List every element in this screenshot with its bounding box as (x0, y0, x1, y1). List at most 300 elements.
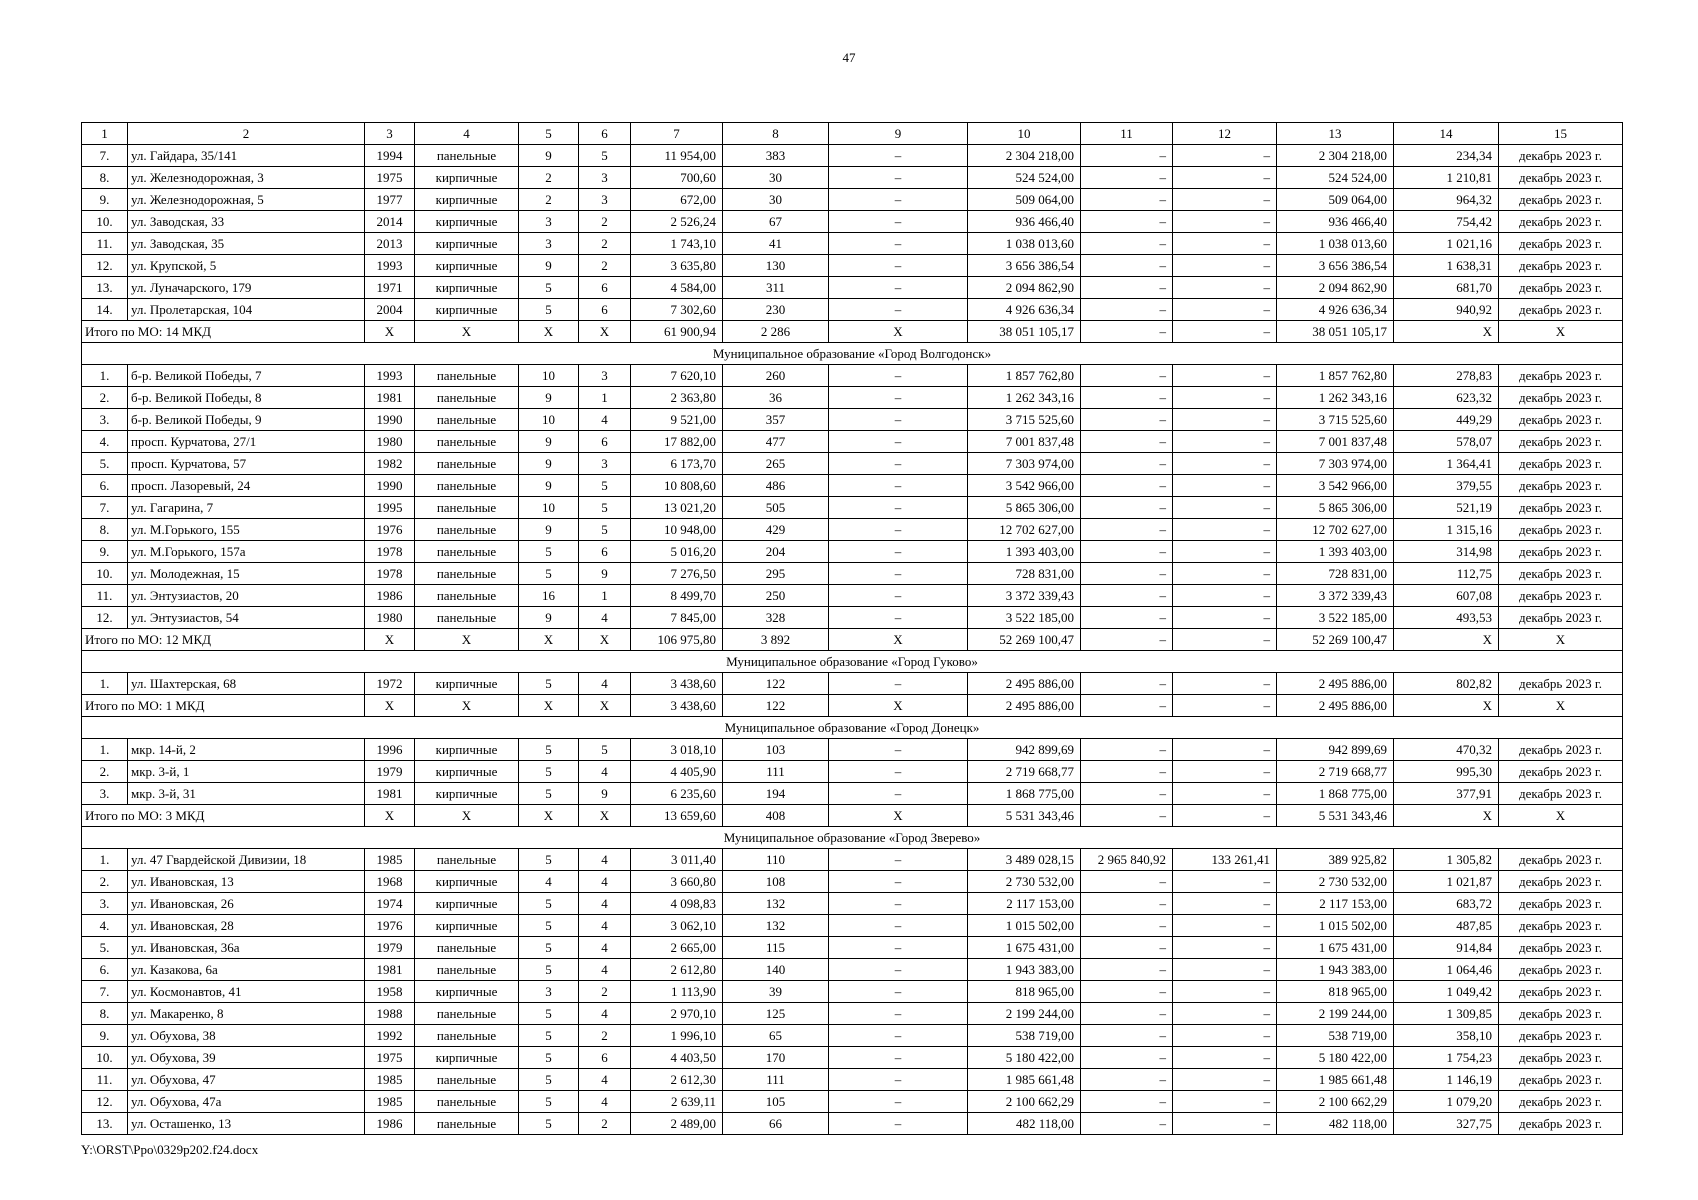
row-number: 5. (82, 453, 128, 475)
budget-amount: – (1173, 761, 1277, 783)
wall-material: панельные (415, 849, 519, 871)
floors: 10 (519, 365, 579, 387)
completion-date: декабрь 2023 г. (1499, 211, 1623, 233)
row-number: 9. (82, 189, 128, 211)
table-row (82, 937, 1623, 959)
total-cost: 2 719 668,77 (968, 761, 1081, 783)
budget-amount: – (1173, 937, 1277, 959)
address: мкр. 14-й, 2 (128, 739, 365, 761)
total-wall-material: X (415, 805, 519, 827)
owner-funds: 1 868 775,00 (1277, 783, 1394, 805)
section-header-row (82, 717, 1623, 739)
floors: 10 (519, 409, 579, 431)
year-built: 2013 (365, 233, 415, 255)
budget-amount: – (1173, 959, 1277, 981)
floors: 5 (519, 1069, 579, 1091)
floors: 9 (519, 387, 579, 409)
floors: 3 (519, 233, 579, 255)
year-built: 1981 (365, 783, 415, 805)
entrances: 6 (579, 541, 631, 563)
total-area: 7 845,00 (631, 607, 723, 629)
total-cost: 482 118,00 (968, 1113, 1081, 1135)
year-built: 2014 (365, 211, 415, 233)
entrances: 9 (579, 783, 631, 805)
residents: 204 (723, 541, 829, 563)
total-cost: 1 038 013,60 (968, 233, 1081, 255)
row-number: 9. (82, 541, 128, 563)
col-9-value: – (829, 233, 968, 255)
completion-date: декабрь 2023 г. (1499, 1091, 1623, 1113)
floors: 5 (519, 959, 579, 981)
cost-per-sqm: 112,75 (1394, 563, 1499, 585)
residents: 65 (723, 1025, 829, 1047)
total-cost: 3 542 966,00 (968, 475, 1081, 497)
address: ул. Ивановская, 36а (128, 937, 365, 959)
table-row (82, 497, 1623, 519)
address: ул. Ивановская, 28 (128, 915, 365, 937)
floors: 5 (519, 299, 579, 321)
completion-date: декабрь 2023 г. (1499, 981, 1623, 1003)
address: ул. Ивановская, 13 (128, 871, 365, 893)
table-row (82, 277, 1623, 299)
total-total-area: 3 438,60 (631, 695, 723, 717)
wall-material: панельные (415, 1113, 519, 1135)
row-number: 4. (82, 915, 128, 937)
total-owner-funds: 52 269 100,47 (1277, 629, 1394, 651)
entrances: 4 (579, 1069, 631, 1091)
total-area: 6 235,60 (631, 783, 723, 805)
owner-funds: 5 180 422,00 (1277, 1047, 1394, 1069)
wall-material: кирпичные (415, 783, 519, 805)
completion-date: декабрь 2023 г. (1499, 783, 1623, 805)
wall-material: кирпичные (415, 871, 519, 893)
year-built: 1976 (365, 915, 415, 937)
completion-date: декабрь 2023 г. (1499, 585, 1623, 607)
row-number: 10. (82, 211, 128, 233)
total-cost: 2 730 532,00 (968, 871, 1081, 893)
year-built: 1985 (365, 849, 415, 871)
year-built: 1986 (365, 585, 415, 607)
col-9-value: – (829, 1091, 968, 1113)
municipality-name: Муниципальное образование «Город Зверево» (82, 827, 1623, 849)
total-area: 1 113,90 (631, 981, 723, 1003)
total-area: 672,00 (631, 189, 723, 211)
completion-date: декабрь 2023 г. (1499, 167, 1623, 189)
col-9-value: – (829, 673, 968, 695)
table-row (82, 409, 1623, 431)
owner-funds: 1 262 343,16 (1277, 387, 1394, 409)
cost-per-sqm: 683,72 (1394, 893, 1499, 915)
residents: 66 (723, 1113, 829, 1135)
completion-date: декабрь 2023 г. (1499, 1069, 1623, 1091)
year-built: 1990 (365, 409, 415, 431)
address: б-р. Великой Победы, 8 (128, 387, 365, 409)
total-owner-funds: 5 531 343,46 (1277, 805, 1394, 827)
row-number: 4. (82, 431, 128, 453)
year-built: 1981 (365, 959, 415, 981)
total-label: Итого по МО: 12 МКД (82, 629, 365, 651)
address: ул. Энтузиастов, 20 (128, 585, 365, 607)
completion-date: декабрь 2023 г. (1499, 893, 1623, 915)
table-row (82, 541, 1623, 563)
row-number: 7. (82, 981, 128, 1003)
col-9-value: – (829, 585, 968, 607)
col-9-value: – (829, 849, 968, 871)
fund-amount: – (1081, 1025, 1173, 1047)
address: ул. Заводская, 33 (128, 211, 365, 233)
entrances: 6 (579, 1047, 631, 1069)
col-9-value: – (829, 1113, 968, 1135)
floors: 2 (519, 189, 579, 211)
total-label: Итого по МО: 3 МКД (82, 805, 365, 827)
col-9-value: – (829, 365, 968, 387)
completion-date: декабрь 2023 г. (1499, 1113, 1623, 1135)
row-number: 3. (82, 783, 128, 805)
residents: 67 (723, 211, 829, 233)
table-row (82, 299, 1623, 321)
fund-amount: – (1081, 365, 1173, 387)
completion-date: декабрь 2023 г. (1499, 299, 1623, 321)
wall-material: панельные (415, 1091, 519, 1113)
cost-per-sqm: 379,55 (1394, 475, 1499, 497)
fund-amount: – (1081, 871, 1173, 893)
cost-per-sqm: 470,32 (1394, 739, 1499, 761)
fund-amount: – (1081, 519, 1173, 541)
total-area: 6 173,70 (631, 453, 723, 475)
column-number: 14 (1394, 123, 1499, 145)
section-header-row (82, 827, 1623, 849)
table-row (82, 959, 1623, 981)
year-built: 1996 (365, 739, 415, 761)
floors: 5 (519, 277, 579, 299)
entrances: 2 (579, 1025, 631, 1047)
residents: 108 (723, 871, 829, 893)
year-built: 1975 (365, 1047, 415, 1069)
row-number: 1. (82, 365, 128, 387)
address: б-р. Великой Победы, 9 (128, 409, 365, 431)
column-number: 8 (723, 123, 829, 145)
budget-amount: – (1173, 893, 1277, 915)
year-built: 1980 (365, 431, 415, 453)
total-area: 3 018,10 (631, 739, 723, 761)
year-built: 1986 (365, 1113, 415, 1135)
residents: 311 (723, 277, 829, 299)
cost-per-sqm: 607,08 (1394, 585, 1499, 607)
total-total-area: 13 659,60 (631, 805, 723, 827)
total-cost: 1 262 343,16 (968, 387, 1081, 409)
col-9-value: – (829, 475, 968, 497)
cost-per-sqm: 1 315,16 (1394, 519, 1499, 541)
year-built: 1974 (365, 893, 415, 915)
cost-per-sqm: 914,84 (1394, 937, 1499, 959)
fund-amount: 2 965 840,92 (1081, 849, 1173, 871)
cost-per-sqm: 1 638,31 (1394, 255, 1499, 277)
fund-amount: – (1081, 1091, 1173, 1113)
residents: 125 (723, 1003, 829, 1025)
entrances: 4 (579, 1003, 631, 1025)
col-9-value: – (829, 189, 968, 211)
residents: 194 (723, 783, 829, 805)
table-row (82, 849, 1623, 871)
row-number: 10. (82, 563, 128, 585)
table-row (82, 981, 1623, 1003)
col-9-value: – (829, 431, 968, 453)
year-built: 1976 (365, 519, 415, 541)
cost-per-sqm: 1 364,41 (1394, 453, 1499, 475)
owner-funds: 12 702 627,00 (1277, 519, 1394, 541)
owner-funds: 2 117 153,00 (1277, 893, 1394, 915)
residents: 41 (723, 233, 829, 255)
residents: 140 (723, 959, 829, 981)
completion-date: декабрь 2023 г. (1499, 673, 1623, 695)
row-number: 12. (82, 607, 128, 629)
fund-amount: – (1081, 541, 1173, 563)
budget-amount: – (1173, 211, 1277, 233)
total-cost: 818 965,00 (968, 981, 1081, 1003)
wall-material: панельные (415, 959, 519, 981)
year-built: 1979 (365, 761, 415, 783)
cost-per-sqm: 681,70 (1394, 277, 1499, 299)
total-area: 7 620,10 (631, 365, 723, 387)
completion-date: декабрь 2023 г. (1499, 255, 1623, 277)
budget-amount: – (1173, 453, 1277, 475)
total-total-cost: 2 495 886,00 (968, 695, 1081, 717)
budget-amount: – (1173, 1003, 1277, 1025)
total-cost: 1 015 502,00 (968, 915, 1081, 937)
residents: 250 (723, 585, 829, 607)
floors: 9 (519, 475, 579, 497)
budget-amount: – (1173, 1047, 1277, 1069)
table-row (82, 673, 1623, 695)
budget-amount: – (1173, 431, 1277, 453)
total-floors: X (519, 321, 579, 343)
completion-date: декабрь 2023 г. (1499, 761, 1623, 783)
total-area: 13 021,20 (631, 497, 723, 519)
entrances: 5 (579, 519, 631, 541)
floors: 5 (519, 739, 579, 761)
row-number: 9. (82, 1025, 128, 1047)
owner-funds: 482 118,00 (1277, 1113, 1394, 1135)
completion-date: декабрь 2023 г. (1499, 937, 1623, 959)
owner-funds: 2 199 244,00 (1277, 1003, 1394, 1025)
floors: 5 (519, 1113, 579, 1135)
cost-per-sqm: 327,75 (1394, 1113, 1499, 1135)
floors: 5 (519, 783, 579, 805)
wall-material: кирпичные (415, 189, 519, 211)
row-number: 13. (82, 1113, 128, 1135)
fund-amount: – (1081, 475, 1173, 497)
total-cost: 1 943 383,00 (968, 959, 1081, 981)
wall-material: панельные (415, 431, 519, 453)
year-built: 2004 (365, 299, 415, 321)
completion-date: декабрь 2023 г. (1499, 145, 1623, 167)
row-number: 14. (82, 299, 128, 321)
page-number: 47 (842, 50, 856, 65)
total-cost: 7 303 974,00 (968, 453, 1081, 475)
budget-amount: – (1173, 277, 1277, 299)
total-cost: 942 899,69 (968, 739, 1081, 761)
floors: 9 (519, 145, 579, 167)
table-row (82, 233, 1623, 255)
total-wall-material: X (415, 695, 519, 717)
address: ул. М.Горького, 157а (128, 541, 365, 563)
row-number: 6. (82, 475, 128, 497)
total-fund-amount: – (1081, 629, 1173, 651)
fund-amount: – (1081, 255, 1173, 277)
fund-amount: – (1081, 959, 1173, 981)
table-row (82, 783, 1623, 805)
total-area: 11 954,00 (631, 145, 723, 167)
owner-funds: 7 001 837,48 (1277, 431, 1394, 453)
total-year-built: X (365, 805, 415, 827)
total-completion-date: X (1499, 629, 1623, 651)
address: ул. Казакова, 6а (128, 959, 365, 981)
residents: 295 (723, 563, 829, 585)
residents: 30 (723, 189, 829, 211)
fund-amount: – (1081, 761, 1173, 783)
total-owner-funds: 38 051 105,17 (1277, 321, 1394, 343)
budget-amount: – (1173, 255, 1277, 277)
owner-funds: 2 495 886,00 (1277, 673, 1394, 695)
residents: 132 (723, 893, 829, 915)
total-area: 3 438,60 (631, 673, 723, 695)
col-9-value: – (829, 299, 968, 321)
budget-amount: – (1173, 167, 1277, 189)
budget-amount: – (1173, 475, 1277, 497)
table-row (82, 145, 1623, 167)
year-built: 1958 (365, 981, 415, 1003)
floors: 5 (519, 849, 579, 871)
cost-per-sqm: 314,98 (1394, 541, 1499, 563)
row-number: 6. (82, 959, 128, 981)
entrances: 1 (579, 585, 631, 607)
budget-amount: – (1173, 189, 1277, 211)
col-9-value: – (829, 761, 968, 783)
budget-amount: – (1173, 915, 1277, 937)
year-built: 1993 (365, 365, 415, 387)
row-number: 11. (82, 1069, 128, 1091)
municipality-name: Муниципальное образование «Город Донецк» (82, 717, 1623, 739)
entrances: 4 (579, 673, 631, 695)
year-built: 1995 (365, 497, 415, 519)
residents: 105 (723, 1091, 829, 1113)
col-9-value: – (829, 937, 968, 959)
wall-material: панельные (415, 563, 519, 585)
row-number: 12. (82, 255, 128, 277)
table-row (82, 167, 1623, 189)
wall-material: панельные (415, 1003, 519, 1025)
row-number: 13. (82, 277, 128, 299)
entrances: 4 (579, 871, 631, 893)
fund-amount: – (1081, 1069, 1173, 1091)
total-completion-date: X (1499, 321, 1623, 343)
total-area: 2 526,24 (631, 211, 723, 233)
row-number: 1. (82, 673, 128, 695)
entrances: 5 (579, 497, 631, 519)
total-cost: 3 522 185,00 (968, 607, 1081, 629)
cost-per-sqm: 578,07 (1394, 431, 1499, 453)
floors: 5 (519, 893, 579, 915)
fund-amount: – (1081, 893, 1173, 915)
budget-amount: – (1173, 541, 1277, 563)
cost-per-sqm: 1 079,20 (1394, 1091, 1499, 1113)
total-budget-amount: – (1173, 629, 1277, 651)
budget-amount: – (1173, 519, 1277, 541)
col-9-value: – (829, 167, 968, 189)
residents: 122 (723, 673, 829, 695)
wall-material: панельные (415, 541, 519, 563)
total-budget-amount: – (1173, 321, 1277, 343)
entrances: 4 (579, 915, 631, 937)
floors: 5 (519, 1025, 579, 1047)
budget-amount: – (1173, 563, 1277, 585)
address: ул. Железнодорожная, 5 (128, 189, 365, 211)
fund-amount: – (1081, 497, 1173, 519)
total-cost-per-sqm: X (1394, 695, 1499, 717)
table-row (82, 387, 1623, 409)
owner-funds: 728 831,00 (1277, 563, 1394, 585)
total-budget-amount: – (1173, 695, 1277, 717)
col-9-value: – (829, 211, 968, 233)
year-built: 1994 (365, 145, 415, 167)
owner-funds: 2 100 662,29 (1277, 1091, 1394, 1113)
address: просп. Лазоревый, 24 (128, 475, 365, 497)
table-row (82, 1113, 1623, 1135)
entrances: 4 (579, 849, 631, 871)
owner-funds: 3 715 525,60 (1277, 409, 1394, 431)
row-number: 12. (82, 1091, 128, 1113)
total-col-9-value: X (829, 805, 968, 827)
floors: 2 (519, 167, 579, 189)
fund-amount: – (1081, 211, 1173, 233)
entrances: 6 (579, 299, 631, 321)
owner-funds: 2 730 532,00 (1277, 871, 1394, 893)
cost-per-sqm: 521,19 (1394, 497, 1499, 519)
total-col-9-value: X (829, 695, 968, 717)
completion-date: декабрь 2023 г. (1499, 277, 1623, 299)
completion-date: декабрь 2023 г. (1499, 365, 1623, 387)
owner-funds: 538 719,00 (1277, 1025, 1394, 1047)
fund-amount: – (1081, 233, 1173, 255)
total-label: Итого по МО: 14 МКД (82, 321, 365, 343)
address: ул. 47 Гвардейской Дивизии, 18 (128, 849, 365, 871)
cost-per-sqm: 234,34 (1394, 145, 1499, 167)
wall-material: панельные (415, 387, 519, 409)
total-area: 2 489,00 (631, 1113, 723, 1135)
wall-material: кирпичные (415, 167, 519, 189)
address: ул. Луначарского, 179 (128, 277, 365, 299)
cost-per-sqm: 802,82 (1394, 673, 1499, 695)
row-number: 8. (82, 1003, 128, 1025)
completion-date: декабрь 2023 г. (1499, 959, 1623, 981)
total-cost: 936 466,40 (968, 211, 1081, 233)
col-9-value: – (829, 563, 968, 585)
entrances: 3 (579, 189, 631, 211)
col-9-value: – (829, 277, 968, 299)
total-total-area: 61 900,94 (631, 321, 723, 343)
total-col-9-value: X (829, 629, 968, 651)
owner-funds: 936 466,40 (1277, 211, 1394, 233)
total-area: 4 403,50 (631, 1047, 723, 1069)
floors: 16 (519, 585, 579, 607)
total-cost-per-sqm: X (1394, 321, 1499, 343)
col-9-value: – (829, 387, 968, 409)
table-row (82, 1025, 1623, 1047)
wall-material: кирпичные (415, 299, 519, 321)
fund-amount: – (1081, 739, 1173, 761)
table-row (82, 1047, 1623, 1069)
column-number: 5 (519, 123, 579, 145)
